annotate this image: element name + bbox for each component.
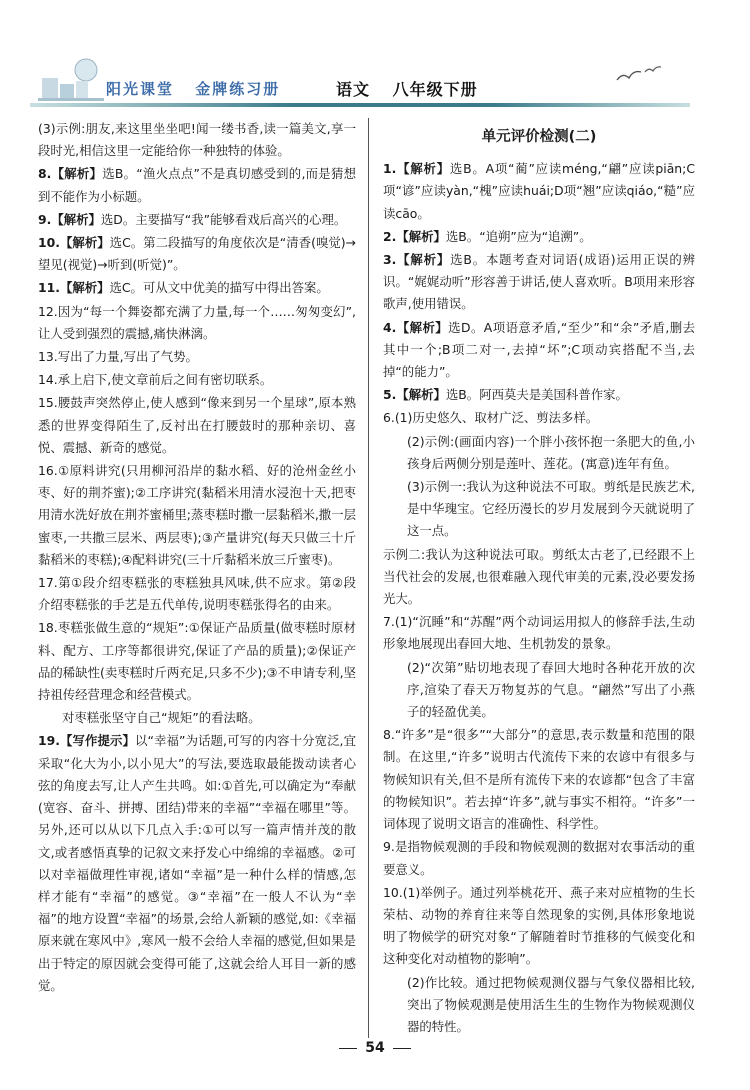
- answer-tag: 8.【解析】: [38, 166, 103, 182]
- answer-tag: 9.【解析】: [38, 211, 101, 227]
- answer-text: 示例二:我认为这种说法可取。剪纸太古老了,已经跟不上当代社会的发展,也很难融入现代审美的元素,没必要发扬光大。: [383, 546, 695, 607]
- answer-tag: 5.【解析】: [383, 387, 446, 403]
- answer-text: 15.腰鼓声突然停止,使人感到“像来到另一个星球”,原本熟悉的世界变得陌生了,反衬出在打腰鼓时的那种亲切、喜悦、震撼、新奇的感觉。: [38, 395, 356, 455]
- answer-text: 17.第①段介绍枣糕张的枣糕独具风味,供不应求。第②段介绍枣糕张的手艺是五代单传,说明枣糕张得名的由来。: [38, 575, 356, 613]
- answer-item: [383, 431, 695, 475]
- answer-item: [383, 226, 695, 248]
- left-column: [38, 118, 356, 998]
- brand-title: [106, 78, 294, 99]
- answer-text: 选B。A项“蔺”应读méng,“翩”应读piān;C项“谚”应读yàn,“槐”应读huái;D项“翘”应读qiáo,“糙”应读cāo。: [383, 161, 695, 221]
- answer-text: 10.(1)举例子。通过列举桃花开、燕子来对应植物的生长荣枯、动物的养育往来等自然现象的实例,具体形象地说明了物候学的研究对象“了解随着时节推移的气候变化和这种变化对动植物的影响”。: [383, 884, 695, 967]
- page-number-text: 54: [365, 1040, 385, 1056]
- answer-text: 对枣糕张坚守自己“规矩”的看法略。: [62, 710, 261, 726]
- answer-text: 13.写出了力量,写出了气势。: [38, 349, 198, 365]
- page-dash-right: [393, 1048, 411, 1049]
- answer-item: [38, 118, 356, 162]
- answer-item: [383, 544, 695, 611]
- answer-tag: 11.【解析】: [38, 280, 110, 296]
- answer-item: [38, 209, 356, 231]
- answer-tag: 1.【解析】: [383, 161, 450, 177]
- answer-item: [38, 232, 356, 276]
- sun-house-logo-icon: [38, 56, 104, 102]
- answer-text: 14.承上启下,使文章前后之间有密切联系。: [38, 372, 273, 388]
- answer-text: (2)“次第”贴切地表现了春回大地时各种花开放的次序,渲染了春天万物复苏的气息。“翩然”写出了小燕子的轻盈优美。: [407, 659, 695, 720]
- answer-tag: 2.【解析】: [383, 228, 446, 244]
- grade-name: 八年级下册: [392, 80, 478, 99]
- answer-text: 选C。可从文中优美的描写中得出答案。: [109, 280, 329, 296]
- answer-text: 选D。主要描写“我”能够看戏后高兴的心理。: [100, 211, 347, 227]
- answer-tag: 19.【写作提示】: [38, 733, 136, 749]
- answer-text: (3)示例一:我认为这种说法不可取。剪纸是民族艺术,是中华瑰宝。它经历漫长的岁月发展到今天就说明了这一点。: [407, 479, 695, 539]
- page-dash-left: [339, 1048, 357, 1049]
- answer-item: [383, 317, 695, 384]
- answer-item: [383, 384, 695, 406]
- birds-icon: [615, 62, 665, 86]
- answer-text: 选B。“渔火点点”不是真切感受到的,而是猜想到不能作为小标题。: [38, 166, 356, 204]
- right-column: [383, 118, 695, 1039]
- answer-text: (2)示例:(画面内容)一个胖小孩怀抱一条肥大的鱼,小孩身后两侧分别是莲叶、莲花。(寓意)连年有鱼。: [407, 433, 695, 471]
- answer-text: 选B。本题考查对词语(成语)运用正误的辨识。“娓娓动听”形容善于讲话,使人喜欢听。B项用来形容歌声,使用错误。: [383, 252, 695, 312]
- page-number: [0, 1040, 750, 1056]
- answer-text: (2)作比较。通过把物候观测仪器与气象仪器相比较,突出了物候观测是使用活生生的生物作为物候观测仪器的特性。: [407, 974, 695, 1034]
- answer-item: [383, 611, 695, 655]
- answer-text: 选B。阿西莫夫是美国科普作家。: [445, 387, 628, 403]
- answer-item: [383, 657, 695, 724]
- column-divider: [368, 118, 369, 1038]
- answer-item: [383, 724, 695, 835]
- answer-item: [383, 476, 695, 543]
- answer-item: [383, 249, 695, 316]
- answer-item: [38, 369, 356, 391]
- answer-tag: 3.【解析】: [383, 252, 451, 268]
- answer-item: [383, 158, 695, 225]
- right-items: [383, 158, 695, 1038]
- answer-text: 16.①原料讲究(只用柳河沿岸的黏水稻、好的沧州金丝小枣、好的荆芥蜜);②工序讲究(黏稻米用清水浸泡十天,把枣用清水洗好放在荆芥蜜桶里;蒸枣糕时撒一层黏稻米,撒一层蜜枣,一共撒三层米、两层枣);③产量讲究(每天只做三十斤黏稻米的枣糕);④配料讲究(三十斤黏稻米放三斤蜜枣)。: [38, 463, 356, 567]
- answer-item: [38, 301, 356, 345]
- answer-item: [383, 972, 695, 1039]
- header-rule: [30, 103, 690, 107]
- answer-tag: 4.【解析】: [383, 319, 449, 335]
- answer-text: 7.(1)“沉睡”和“苏醒”两个动词运用拟人的修辞手法,生动形象地展现出春回大地、生机勃发的景象。: [383, 614, 695, 652]
- answer-text: 6.(1)历史悠久、取材广泛、剪法多样。: [383, 410, 599, 426]
- answer-tag: 10.【解析】: [38, 235, 110, 251]
- answer-item: [38, 392, 356, 459]
- answer-text: 选C。第二段描写的角度依次是“清香(嗅觉)→望见(视觉)→听到(听觉)”。: [38, 235, 356, 273]
- answer-item: [383, 407, 695, 429]
- brand-series: 金牌练习册: [195, 80, 281, 98]
- subject-title: [336, 77, 494, 100]
- answer-item: [383, 836, 695, 880]
- answer-item: [38, 277, 356, 299]
- answer-text: 9.是指物候观测的手段和物候观测的数据对农事活动的重要意义。: [383, 839, 695, 877]
- answer-item: [38, 346, 356, 368]
- answer-text: 12.因为“每一个舞姿都充满了力量,每一个……匆匆变幻”,让人受到强烈的震撼,痛快淋漓。: [38, 303, 356, 341]
- answer-text: 8.“许多”是“很多”“大部分”的意思,表示数量和范围的限制。在这里,“许多”说明古代流传下来的农谚中有很多与物候知识有关,但不是所有流传下来的农谚都“包含了丰富的物候知识”。若去掉“许多”,就与事实不相符。“许多”一词体现了说明文语言的准确性、科学性。: [383, 727, 695, 832]
- answer-item: [383, 882, 695, 971]
- answer-text: 选B。“追朔”应为“追溯”。: [445, 228, 592, 244]
- answer-item: [38, 617, 356, 706]
- answer-text: 18.枣糕张做生意的“规矩”:①保证产品质量(做枣糕时原材料、配方、工序等都很讲究,保证了产品的质量);②保证产品的稀缺性(卖枣糕时斤两充足,只多不少);③不申请专利,坚持祖传经营理念和经营模式。: [38, 620, 356, 703]
- page-header: [0, 0, 750, 115]
- answer-text: 选D。A项语意矛盾,“至少”和“余”矛盾,删去其中一个;B项二对一,去掉“坏”;C项动宾搭配不当,去掉“的能力”。: [383, 319, 695, 380]
- answer-item: [38, 460, 356, 571]
- subject-name: 语文: [336, 80, 371, 99]
- answer-item: [38, 707, 356, 729]
- answer-item: [38, 572, 356, 616]
- answer-text: (3)示例:朋友,来这里坐坐吧!闻一缕书香,读一篇美文,享一段时光,相信这里一定能给你一种独特的体验。: [38, 121, 356, 159]
- brand-name: 阳光课堂: [106, 80, 175, 98]
- section-title: 单元评价检测(二): [481, 129, 597, 145]
- answer-item: [38, 163, 356, 207]
- answer-item: [38, 730, 356, 996]
- answer-text: 以“幸福”为话题,可写的内容十分宽泛,宜采取“化大为小,以小见大”的写法,要选取最能拨动读者心弦的角度去写,让人产生共鸣。如:①首先,可以确定为“奉献(宽容、奋斗、拼搏、团结)带来的幸福”“幸福在哪里”等。另外,还可以从以下几点入手:①可以写一篇声情并茂的散文,或者感悟真挚的记叙文来抒发心中绵绵的幸福感。②可以对幸福做理性审视,诸如“幸福”是一种什么样的情感,怎样才能有“幸福”的感觉。③“幸福”在一般人不认为“幸福”的地方设置“幸福”的场景,会给人新颖的感觉,如:《幸福原来就在寒风中》,寒风一般不会给人幸福的感觉,但如果是出于特定的原因就会变得可能了,这就会给人耳目一新的感觉。: [38, 733, 356, 993]
